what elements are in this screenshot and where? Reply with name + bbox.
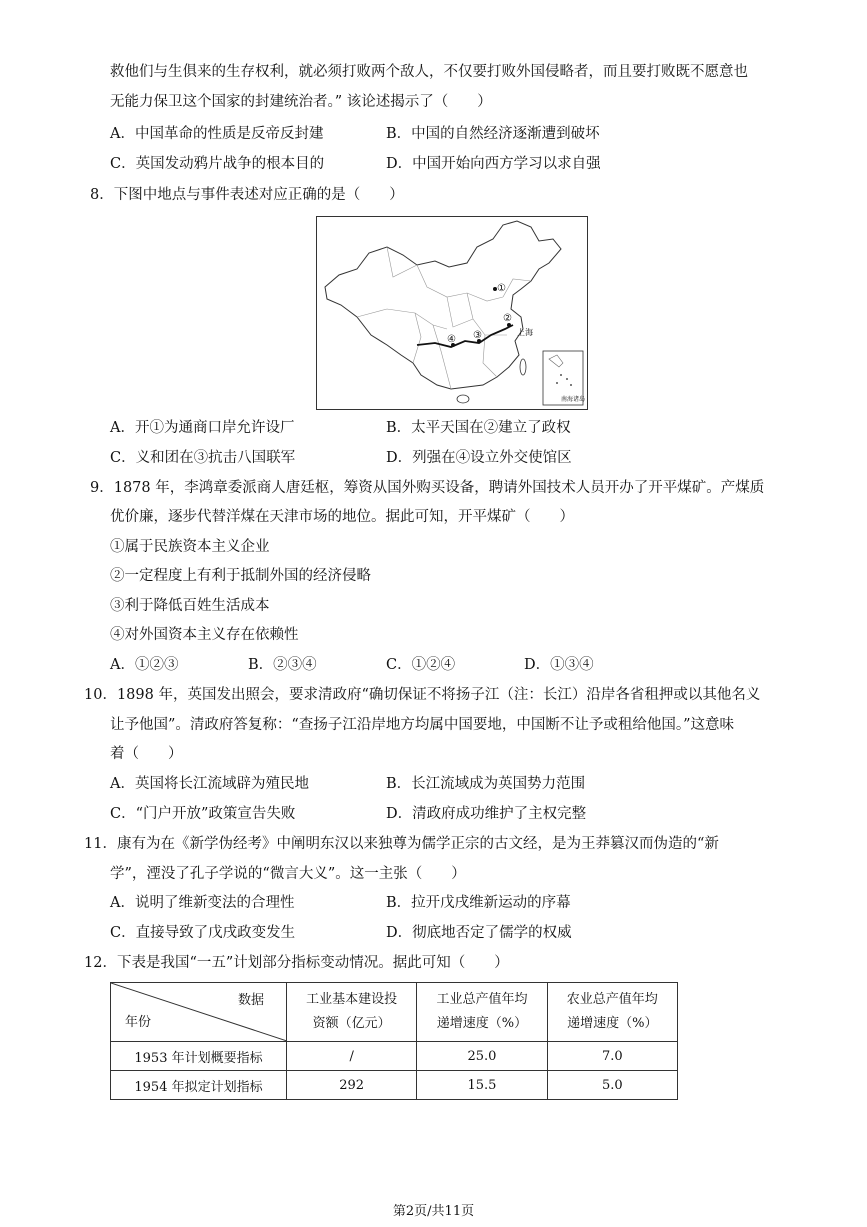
q9-option-c: C．①②④ bbox=[386, 657, 456, 673]
q10-stem-line3: 着（ ） bbox=[110, 746, 183, 762]
q7-option-d: D．中国开始向西方学习以求自强 bbox=[386, 156, 601, 172]
table-corner-cell bbox=[111, 983, 287, 1042]
table-row-label: 1954 年拟定计划指标 bbox=[111, 1071, 287, 1100]
map-marker-3: ③ bbox=[473, 330, 482, 341]
table-header-investment: 工业基本建设投 资额（亿元） bbox=[287, 983, 417, 1042]
q9-option-d: D．①③④ bbox=[524, 657, 594, 673]
table-row bbox=[111, 1071, 678, 1100]
map-marker-2: ② bbox=[503, 313, 512, 324]
q8-stem: 8．下图中地点与事件表述对应正确的是（ ） bbox=[90, 187, 404, 203]
q10-stem-line2: 让予他国”。清政府答复称：“查扬子江沿岸地方均属中国要地，中国断不让予或租给他国。”这意味 bbox=[110, 717, 734, 733]
q11-stem-line1: 11．康有为在《新学伪经考》中阐明东汉以来独尊为儒学正宗的古文经，是为王莽篡汉而伪造的“新 bbox=[84, 836, 719, 852]
q9-option-a: A．①②③ bbox=[110, 657, 179, 673]
table-cell: 25.0 bbox=[417, 1042, 547, 1071]
q11-stem-line2: 学”，湮没了孔子学说的“微言大义”。这一主张（ ） bbox=[110, 866, 466, 882]
q8-option-c: C．义和团在③抗击八国联军 bbox=[110, 450, 296, 466]
q9-stem-line1: 9．1878 年，李鸿章委派商人唐廷枢，筹资从国外购买设备，聘请外国技术人员开办了开平煤矿。产煤质 bbox=[90, 480, 765, 496]
table-cell: 15.5 bbox=[417, 1071, 547, 1100]
page-footer: 第2页/共11页 bbox=[392, 1204, 475, 1219]
q7-option-c: C．英国发动鸦片战争的根本目的 bbox=[110, 156, 325, 172]
table-row-label: 1953 年计划概要指标 bbox=[111, 1042, 287, 1071]
q7-stem-line1: 救他们与生俱来的生存权利，就必须打败两个敌人，不仅要打败外国侵略者，而且要打败既不愿意也 bbox=[110, 64, 748, 80]
q12-data-table bbox=[110, 982, 678, 1100]
q11-option-c: C．直接导致了戊戌政变发生 bbox=[110, 925, 296, 941]
q10-option-c: C．“门户开放”政策宣告失败 bbox=[110, 806, 296, 822]
table-header-industry-growth: 工业总产值年均 递增速度（%） bbox=[417, 983, 547, 1042]
q7-stem-line2: 无能力保卫这个国家的封建统治者。” 该论述揭示了（ ） bbox=[110, 94, 492, 110]
table-row bbox=[111, 1042, 678, 1071]
q9-item-3: ③利于降低百姓生活成本 bbox=[110, 598, 270, 614]
q10-stem-line1: 10．1898 年，英国发出照会，要求清政府“确切保证不将扬子江（注：长江）沿岸各省租押或以其他名义 bbox=[84, 687, 761, 703]
q9-stem-line2: 优价廉，逐步代替洋煤在天津市场的地位。据此可知，开平煤矿（ ） bbox=[110, 509, 574, 525]
q7-option-a: A．中国革命的性质是反帝反封建 bbox=[110, 126, 324, 142]
china-map-figure bbox=[316, 216, 588, 410]
map-marker-1: ① bbox=[497, 283, 506, 294]
q10-option-b: B．长江流域成为英国势力范围 bbox=[386, 776, 586, 792]
q9-item-4: ④对外国资本主义存在依赖性 bbox=[110, 627, 299, 643]
table-corner-top: 数据 bbox=[237, 993, 264, 1008]
map-city-shanghai: 上海 bbox=[517, 328, 533, 337]
q11-option-a: A．说明了维新变法的合理性 bbox=[110, 895, 295, 911]
table-cell: / bbox=[287, 1042, 417, 1071]
table-cell: 5.0 bbox=[547, 1071, 677, 1100]
q11-option-d: D．彻底地否定了儒学的权威 bbox=[386, 925, 572, 941]
table-corner-bottom: 年份 bbox=[125, 1015, 152, 1030]
q8-option-a: A．开①为通商口岸允许设厂 bbox=[110, 420, 295, 436]
q7-option-b: B．中国的自然经济逐渐遭到破坏 bbox=[386, 126, 600, 142]
q9-item-1: ①属于民族资本主义企业 bbox=[110, 539, 270, 555]
q9-option-b: B．②③④ bbox=[248, 657, 317, 673]
q10-option-d: D．清政府成功维护了主权完整 bbox=[386, 806, 587, 822]
map-inset-label: 南海诸岛 bbox=[561, 396, 586, 403]
q8-option-b: B．太平天国在②建立了政权 bbox=[386, 420, 571, 436]
map-marker-4: ④ bbox=[447, 334, 456, 345]
china-map-svg bbox=[317, 217, 587, 409]
q11-option-b: B．拉开戊戌维新运动的序幕 bbox=[386, 895, 571, 911]
table-cell: 292 bbox=[287, 1071, 417, 1100]
q9-item-2: ②一定程度上有利于抵制外国的经济侵略 bbox=[110, 568, 371, 584]
q12-stem: 12．下表是我国“一五”计划部分指标变动情况。据此可知（ ） bbox=[84, 955, 509, 971]
q8-option-d: D．列强在④设立外交使馆区 bbox=[386, 450, 572, 466]
table-cell: 7.0 bbox=[547, 1042, 677, 1071]
table-header-agriculture-growth: 农业总产值年均 递增速度（%） bbox=[547, 983, 677, 1042]
q10-option-a: A．英国将长江流域辟为殖民地 bbox=[110, 776, 309, 792]
